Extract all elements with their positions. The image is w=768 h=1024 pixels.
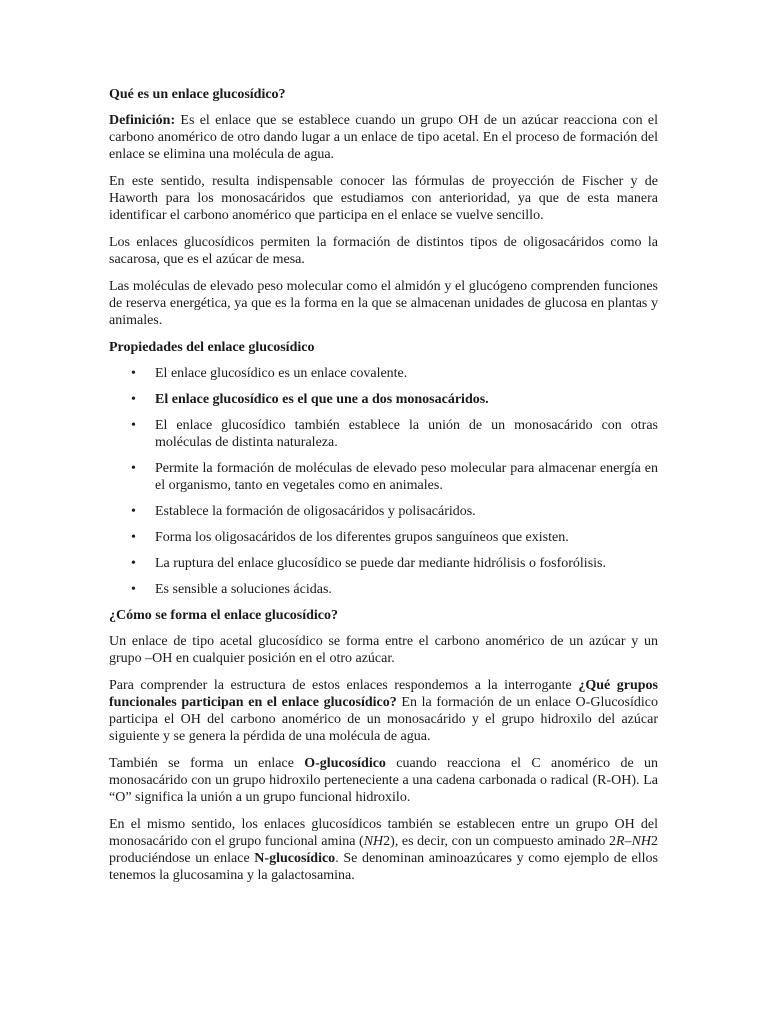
text-span: En el mismo sentido, los enlaces glucosídicos también se establecen entre un grupo OH del monosacárido con el grupo funcional amina (: [109, 817, 658, 849]
list-item: [109, 581, 658, 598]
list-item-text: El enlace glucosídico es un enlace covalente.: [155, 366, 408, 381]
text-span: ), es decir, con un compuesto aminado: [390, 834, 609, 849]
paragraph-reserva: Las moléculas de elevado peso molecular como el almidón y el glucógeno comprenden funciones de reserva energética, ya que es la forma en la que se almacenan unidades de glucosa en plantas y animales.: [109, 279, 658, 328]
heading-que-es: Qué es un enlace glucosídico?: [109, 87, 286, 102]
bullet-icon: •: [131, 504, 136, 519]
document-body: [109, 86, 658, 894]
bullet-icon: •: [131, 582, 136, 597]
list-item: [109, 365, 658, 382]
list-item-text: Establece la formación de oligosacáridos y polisacáridos.: [155, 504, 476, 519]
formula-italic: NH: [363, 834, 384, 849]
formula-italic: NH: [631, 834, 652, 849]
text-span: . Se denominan aminoazúcares y como ejemplo de ellos tenemos la glucosamina y la galactosamina.: [109, 851, 658, 883]
list-item-text: Permite la formación de moléculas de elevado peso molecular para almacenar energía en el organismo, tanto en vegetales como en animales.: [155, 461, 658, 493]
list-item-text: La ruptura del enlace glucosídico se puede dar mediante hidrólisis o fosforólisis.: [155, 556, 606, 571]
text-span: En la formación de un enlace O-Glucosídico participa el OH del carbono anomérico de un monosacárido y el grupo hidroxilo del azúcar siguiente y se genera la pérdida de una molécula de agua.: [109, 695, 658, 744]
formula-digit: 2: [383, 834, 391, 849]
bullet-icon: •: [131, 461, 136, 476]
formula-digit: 2: [651, 834, 659, 849]
heading-como-se-forma: ¿Cómo se forma el enlace glucosídico?: [109, 608, 339, 623]
heading-propiedades: Propiedades del enlace glucosídico: [109, 340, 315, 355]
bullet-icon: •: [131, 366, 136, 381]
paragraph-sentido: En este sentido, resulta indispensable conocer las fórmulas de proyección de Fischer y de Haworth para los monosacáridos que estudiamos con anterioridad, ya que de esta manera identificar el carbono anomérico que participa en el enlace se vuelve sencillo.: [109, 174, 658, 223]
definition-text: Es el enlace que se establece cuando un grupo OH de un azúcar reacciona con el carbono anomérico de otro dando lugar a un enlace de tipo acetal. En el proceso de formación del enlace se elimina una molécula de agua.: [109, 113, 658, 162]
paragraph-n-glucosidico: [109, 816, 658, 884]
list-item: [109, 417, 658, 451]
bullet-icon: •: [131, 418, 136, 433]
text-span: También se forma un enlace: [109, 756, 305, 771]
list-item-text: Forma los oligosacáridos de los diferentes grupos sanguíneos que existen.: [155, 530, 569, 545]
paragraph-oligosacaridos: Los enlaces glucosídicos permiten la formación de distintos tipos de oligosacáridos como la sacarosa, que es el azúcar de mesa.: [109, 235, 658, 267]
text-span: Para comprender la estructura de estos enlaces respondemos a la interrogante: [109, 678, 579, 693]
formula-digit: 2: [609, 834, 616, 849]
bullet-icon: •: [131, 530, 136, 545]
properties-list: [109, 365, 658, 598]
list-item-text: Es sensible a soluciones ácidas.: [155, 582, 332, 597]
list-item: [109, 555, 658, 572]
list-item: [109, 460, 658, 494]
question-bold: ¿Qué grupos funcionales participan en el enlace glucosídico?: [109, 678, 659, 710]
list-item-text: El enlace glucosídico es el que une a dos monosacáridos.: [155, 392, 489, 407]
paragraph-o-glucosidico: [109, 755, 658, 806]
text-span: cuando reacciona el C anomérico de un monosacárido con un grupo hidroxilo perteneciente a una cadena carbonada o radical (R-OH). La “O” significa la unión a un grupo funcional hidroxilo.: [109, 756, 658, 805]
formula-italic: R: [616, 834, 625, 849]
paragraph-grupos-funcionales: [109, 677, 658, 745]
text-span: produciéndose un enlace: [109, 851, 255, 866]
bullet-icon: •: [131, 392, 136, 407]
list-item: [109, 529, 658, 546]
formula-dash: –: [624, 834, 632, 849]
list-item-text: El enlace glucosídico también establece la unión de un monosacárido con otras moléculas de distinta naturaleza.: [155, 418, 658, 450]
list-item: [109, 503, 658, 520]
paragraph-acetal: Un enlace de tipo acetal glucosídico se forma entre el carbono anomérico de un azúcar y un grupo –OH en cualquier posición en el otro azúcar.: [109, 634, 658, 666]
term-bold: N-glucosídico: [254, 851, 336, 866]
term-bold: O-glucosídico: [304, 756, 386, 771]
definition-label: Definición:: [109, 113, 176, 128]
list-item: [109, 391, 658, 408]
bullet-icon: •: [131, 556, 136, 571]
paragraph-definicion: [109, 112, 658, 163]
